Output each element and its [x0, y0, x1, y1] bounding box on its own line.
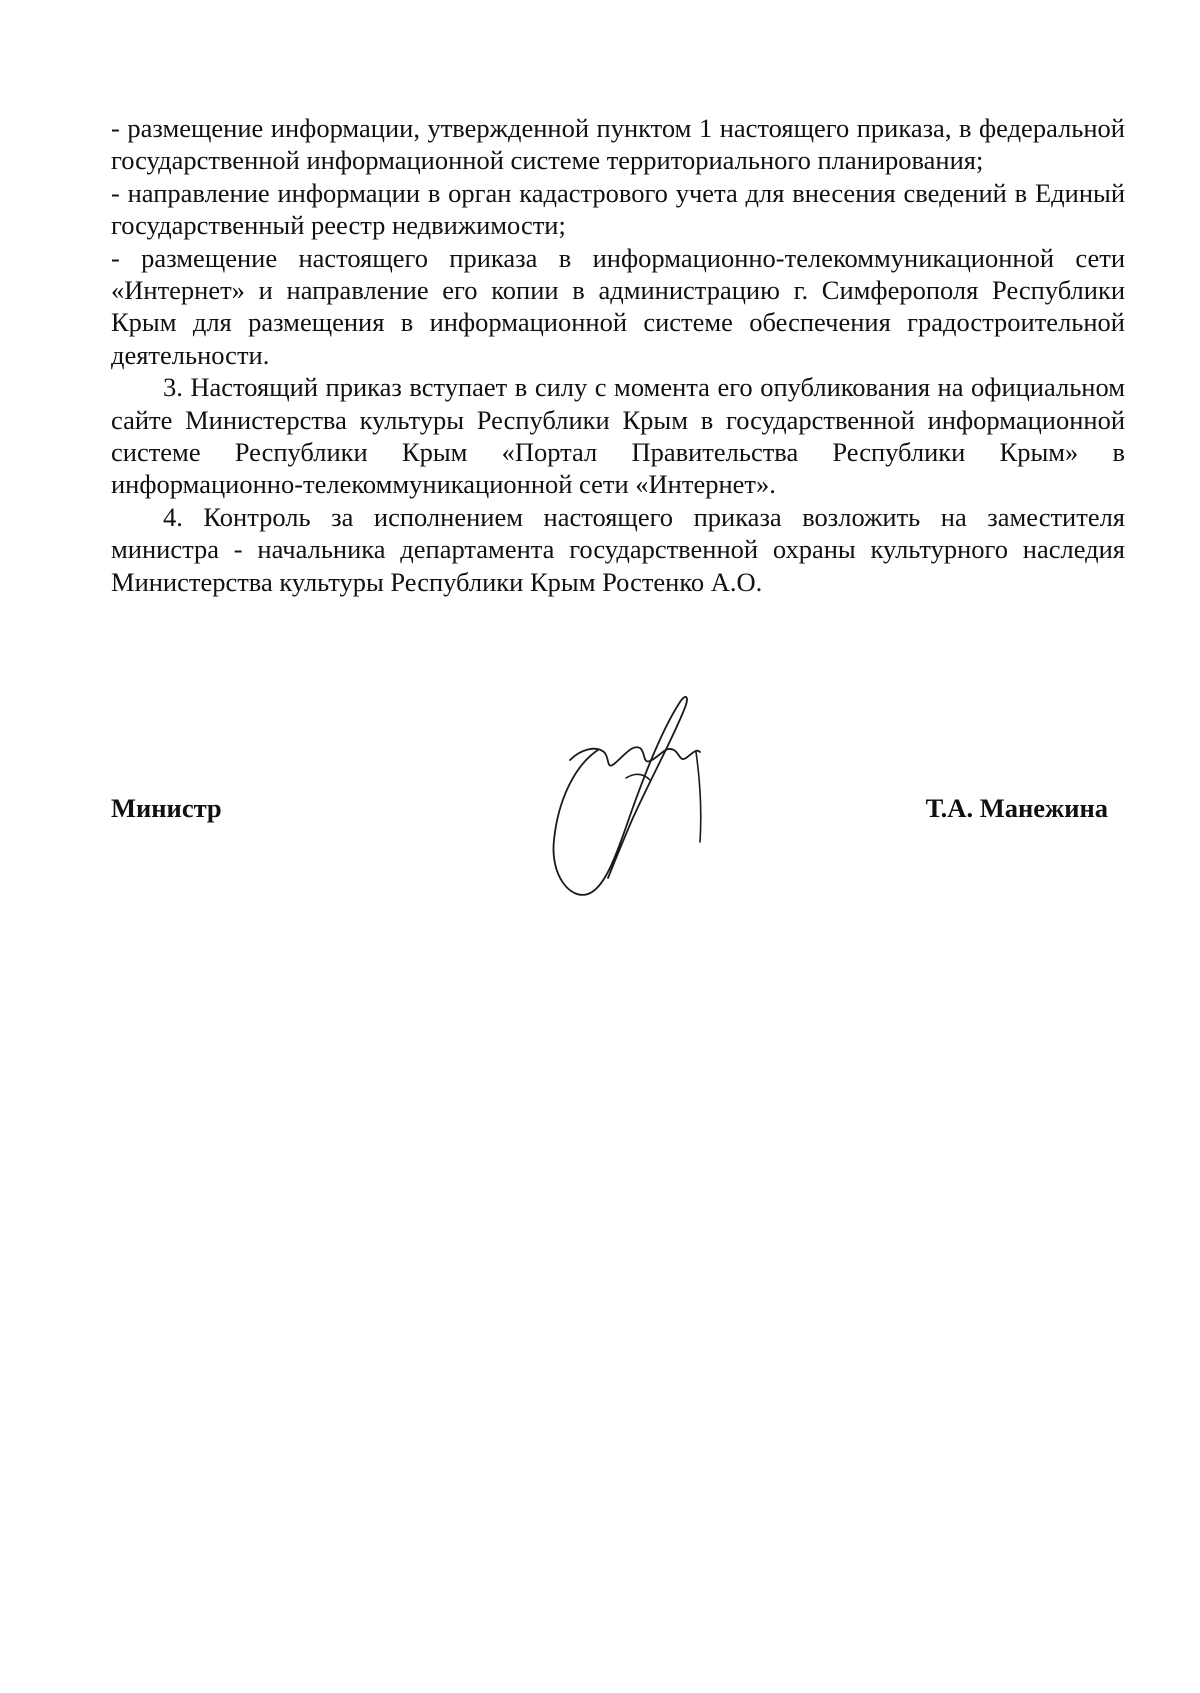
paragraph-fgis-tp-placement: - размещение информации, утвержденной пунктом 1 настоящего приказа, в федеральной государственной информационной системе территориального планирования; [111, 113, 1125, 176]
paragraph-internet-placement: - размещение настоящего приказа в информационно-телекоммуникационной сети «Интернет» и направление его копии в администрацию г. Симферополя Республики Крым для размещения в информационной системе обеспечения градостроительной деятельности. [111, 242, 1125, 370]
paragraph-item-3: 3. Настоящий приказ вступает в силу с момента его опубликования на официальном сайте Министерства культуры Республики Крым в государственной информационной системе Республики Крым «Портал Правительства Республики Крым» в информационно-телекоммуникационной сети «Интернет». [111, 372, 1125, 500]
paragraph-egrn-submission: - направление информации в орган кадастрового учета для внесения сведений в Единый государственный реестр недвижимости; [111, 177, 1125, 241]
document-body [111, 112, 1125, 598]
paragraph-item-4: 4. Контроль за исполнением настоящего приказа возложить на заместителя министра - начальника департамента государственной охраны культурного наследия Министерства культуры Республики Крым Ростенко А.О. [111, 501, 1125, 597]
signatory-role: Министр [111, 793, 222, 823]
handwritten-signature [540, 690, 730, 910]
signatory-name: Т.А. Манежина [925, 793, 1108, 823]
